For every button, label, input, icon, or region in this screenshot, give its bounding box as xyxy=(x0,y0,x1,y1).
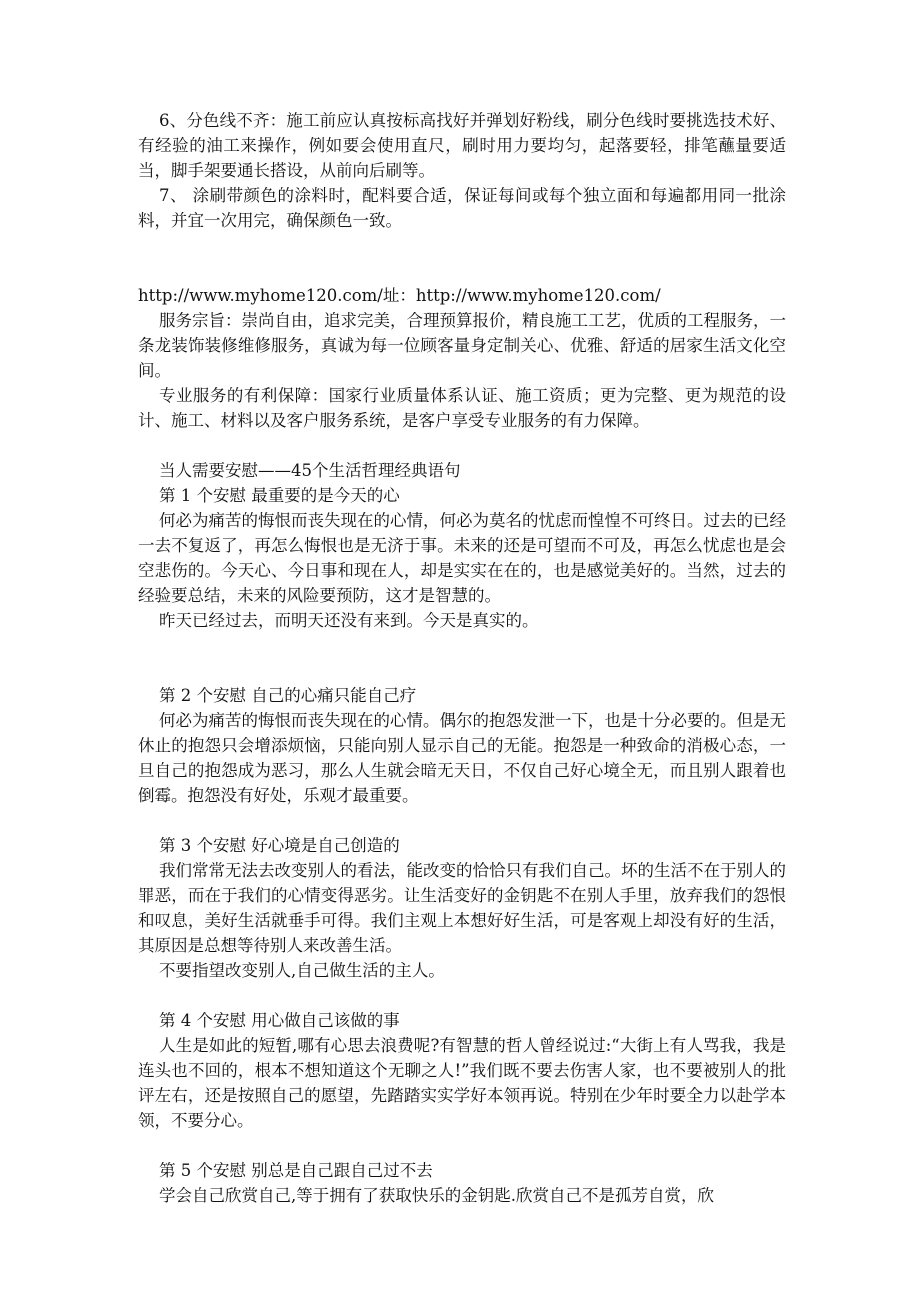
website-url-line: http://www.myhome120.com/址：http://www.myhome120.com/ xyxy=(138,286,661,305)
spacer xyxy=(138,983,786,1008)
section-heading: 第 3 个安慰 好心境是自己创造的 xyxy=(159,836,400,855)
section-paragraph: 昨天已经过去，而明天还没有来到。今天是真实的。 xyxy=(159,611,539,630)
section-heading: 第 4 个安慰 用心做自己该做的事 xyxy=(159,1011,400,1030)
spacer xyxy=(138,433,786,458)
spacer xyxy=(138,633,786,683)
section-heading: 第 2 个安慰 自己的心痛只能自己疗 xyxy=(159,686,417,705)
paint-tip-6: 6、分色线不齐：施工前应认真按标高找好并弹划好粉线，刷分色线时要挑选技术好、有经验的油工来操作，例如要会使用直尺，刷时用力要均匀，起落要轻，排笔蘸量要适当，脚手架要通长搭设，从前向后刷等。 xyxy=(138,111,786,180)
paint-tip-7: 7、 涂刷带颜色的涂料时，配料要合适，保证每间或每个独立面和每遍都用同一批涂料，并宜一次用完，确保颜色一致。 xyxy=(138,186,786,230)
section-heading: 第 5 个安慰 别总是自己跟自己过不去 xyxy=(159,1161,433,1180)
section-paragraph: 我们常常无法去改变别人的看法，能改变的恰恰只有我们自己。坏的生活不在于别人的罪恶，而在于我们的心情变得恶劣。让生活变好的金钥匙不在别人手里，放弃我们的怨恨和叹息，美好生活就垂手可得。我们主观上本想好好生活，可是客观上却没有好的生活，其原因是总想等待别人来改善生活。 xyxy=(138,861,786,955)
spacer xyxy=(138,808,786,833)
article-title: 当人需要安慰——45个生活哲理经典语句 xyxy=(159,461,461,480)
section-paragraph: 学会自己欣赏自己,等于拥有了获取快乐的金钥匙.欣赏自己不是孤芳自赏，欣 xyxy=(159,1186,714,1205)
section-paragraph: 人生是如此的短暂,哪有心思去浪费呢?有智慧的哲人曾经说过:“大街上有人骂我，我是连头也不回的，根本不想知道这个无聊之人!”我们既不要去伤害人家，也不要被别人的批评左右，还是按照自己的愿望，先踏踏实实学好本领再说。特别在少年时要全力以赴学本领，不要分心。 xyxy=(138,1036,786,1130)
section-paragraph: 不要指望改变别人,自己做生活的主人。 xyxy=(159,961,445,980)
spacer xyxy=(138,1133,786,1158)
service-guarantee: 专业服务的有利保障：国家行业质量体系认证、施工资质；更为完整、更为规范的设计、施工、材料以及客户服务系统，是客户享受专业服务的有力保障。 xyxy=(138,386,786,430)
section-paragraph: 何必为痛苦的悔恨而丧失现在的心情，何必为莫名的忧虑而惶惶不可终日。过去的已经一去不复返了，再怎么悔恨也是无济于事。未来的还是可望而不可及，再怎么忧虑也是会空悲伤的。今天心、今日事和现在人，却是实实在在的，也是感觉美好的。当然，过去的经验要总结，未来的风险要预防，这才是智慧的。 xyxy=(138,511,786,605)
service-purpose: 服务宗旨：崇尚自由，追求完美，合理预算报价，精良施工工艺，优质的工程服务，一条龙装饰装修维修服务，真诚为每一位顾客量身定制关心、优雅、舒适的居家生活文化空间。 xyxy=(138,311,786,380)
spacer xyxy=(138,233,786,283)
section-heading: 第 1 个安慰 最重要的是今天的心 xyxy=(159,486,400,505)
document-page xyxy=(138,108,786,1208)
section-paragraph: 何必为痛苦的悔恨而丧失现在的心情。偶尔的抱怨发泄一下，也是十分必要的。但是无休止的抱怨只会增添烦恼，只能向别人显示自己的无能。抱怨是一种致命的消极心态，一旦自己的抱怨成为恶习，那么人生就会暗无天日，不仅自己好心境全无，而且别人跟着也倒霉。抱怨没有好处，乐观才最重要。 xyxy=(138,711,786,805)
